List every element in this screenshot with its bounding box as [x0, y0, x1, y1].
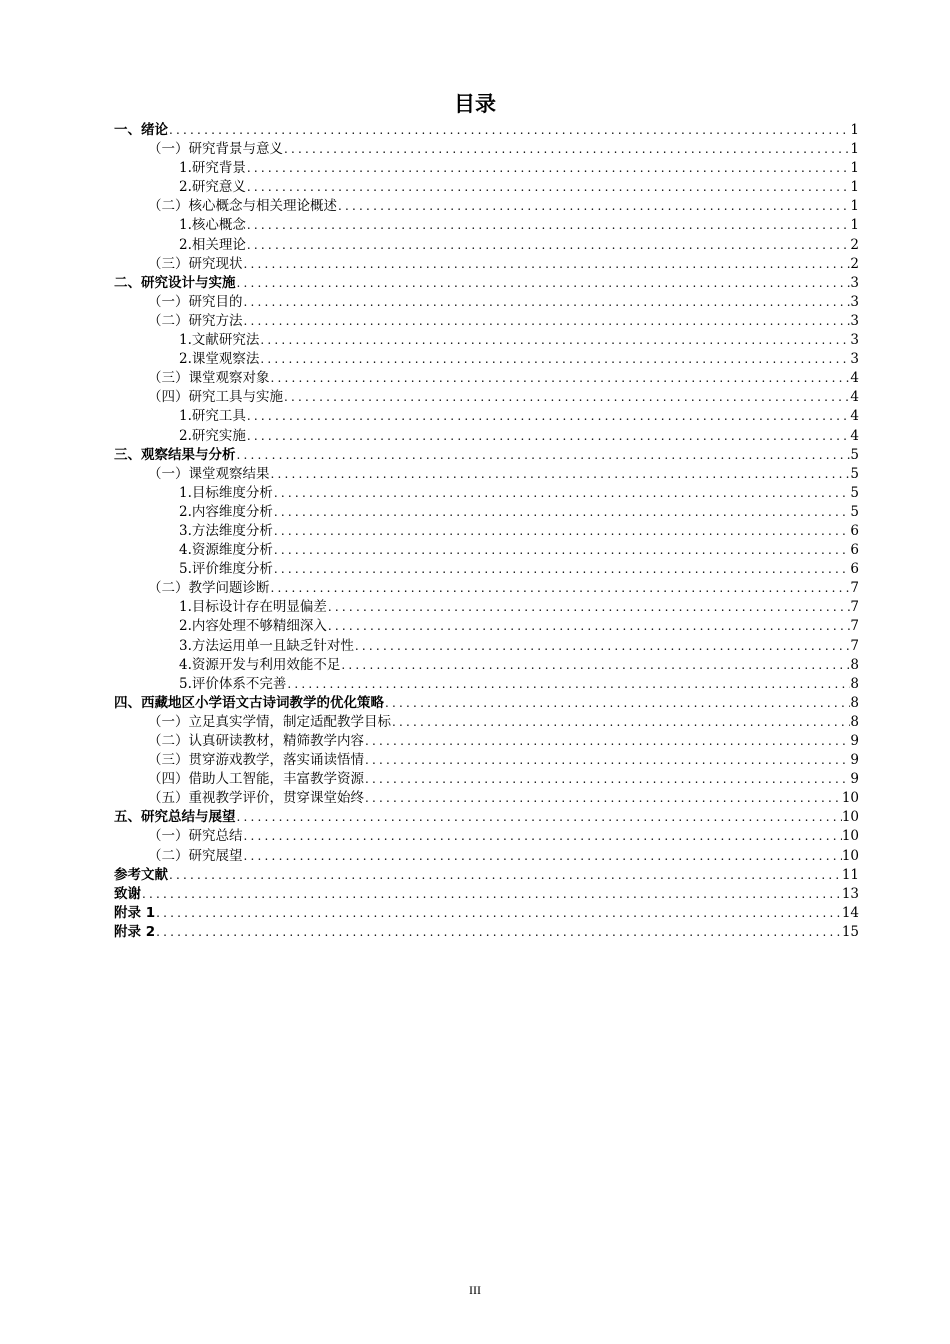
toc-entry-page-number: 2 [850, 236, 859, 253]
page-title: 目录 [454, 92, 496, 116]
toc-entry-page-number: 9 [850, 771, 859, 788]
toc-entry-title: 5.评价维度分析 [179, 561, 273, 578]
toc-entry-title: 1.研究背景 [179, 160, 246, 177]
dot-leader [327, 617, 851, 636]
toc-entry-page-number: 5 [850, 484, 859, 501]
dot-leader [243, 293, 851, 312]
toc-entry[interactable] [114, 923, 859, 942]
toc-entry[interactable] [114, 503, 859, 522]
toc-entry[interactable] [114, 904, 859, 923]
toc-entry[interactable] [114, 617, 859, 636]
dot-leader [364, 751, 850, 770]
toc-entry-title: 三、观察结果与分析 [114, 446, 236, 463]
toc-entry[interactable] [114, 637, 859, 656]
toc-entry-page-number: 1 [850, 141, 859, 158]
toc-entry-page-number: 6 [850, 542, 859, 559]
toc-entry-title: （三）研究现状 [148, 255, 243, 272]
dot-leader [273, 560, 851, 579]
dot-leader [259, 331, 850, 350]
toc-entry-page-number: 4 [850, 389, 859, 406]
toc-entry[interactable] [114, 789, 859, 808]
dot-leader [246, 159, 851, 178]
toc-entry-title: （一）立足真实学情，制定适配教学目标 [148, 713, 391, 730]
dot-leader [273, 541, 851, 560]
toc-entry[interactable] [114, 560, 859, 579]
toc-entry[interactable] [114, 847, 859, 866]
dot-leader [270, 465, 851, 484]
toc-entry-page-number: 8 [850, 656, 859, 673]
toc-entry[interactable] [114, 331, 859, 350]
toc-entry-title: （二）研究展望 [148, 847, 243, 864]
toc-entry[interactable] [114, 751, 859, 770]
toc-entry-page-number: 1 [850, 217, 859, 234]
toc-entry-title: 五、研究总结与展望 [114, 809, 236, 826]
toc-entry-page-number: 5 [850, 465, 859, 482]
toc-entry-page-number: 10 [841, 790, 859, 807]
toc-entry-page-number: 1 [850, 122, 859, 138]
toc-entry-title: 二、研究设计与实施 [114, 274, 236, 291]
toc-entry[interactable] [114, 388, 859, 407]
toc-entry-title: （二）教学问题诊断 [148, 580, 270, 597]
toc-entry-page-number: 1 [850, 179, 859, 196]
toc-entry[interactable] [114, 274, 859, 293]
toc-entry[interactable] [114, 541, 859, 560]
toc-entry-page-number: 3 [850, 293, 859, 310]
dot-leader [236, 808, 842, 827]
dot-leader [283, 140, 850, 159]
toc-entry-title: （四）借助人工智能，丰富教学资源 [148, 771, 364, 788]
toc-entry-title: （三）课堂观察对象 [148, 370, 270, 387]
toc-entry-page-number: 1 [850, 198, 859, 215]
toc-entry-title: 1.目标设计存在明显偏差 [179, 599, 327, 616]
toc-entry-title: 附录 1 [114, 904, 156, 921]
toc-entry-page-number: 15 [841, 923, 859, 940]
toc-entry[interactable] [114, 465, 859, 484]
toc-entry-title: （三）贯穿游戏教学，落实诵读悟情 [148, 752, 364, 769]
toc-entry-title: 1.文献研究法 [179, 332, 260, 349]
toc-entry-title: 3.方法运用单一且缺乏针对性 [179, 637, 354, 654]
dot-leader [364, 770, 850, 789]
toc-entry[interactable] [114, 713, 859, 732]
toc-entry[interactable] [114, 178, 859, 197]
toc-entry-title: （一）研究总结 [148, 828, 243, 845]
toc-entry-page-number: 5 [850, 503, 859, 520]
dot-leader [270, 369, 851, 388]
toc-entry[interactable] [114, 866, 859, 885]
toc-entry-title: 4.资源维度分析 [179, 542, 273, 559]
toc-entry-page-number: 8 [850, 694, 859, 711]
dot-leader [243, 847, 842, 866]
toc-entry[interactable] [114, 369, 859, 388]
toc-entry-page-number: 6 [850, 561, 859, 578]
toc-entry[interactable] [114, 732, 859, 751]
toc-entry-page-number: 11 [841, 866, 859, 883]
toc-entry[interactable] [114, 522, 859, 541]
toc-entry-page-number: 7 [850, 637, 859, 654]
toc-entry-title: （一）研究背景与意义 [148, 141, 283, 158]
toc-entry[interactable] [114, 885, 859, 904]
toc-entry-title: 2.研究实施 [179, 427, 246, 444]
toc-entry[interactable] [114, 808, 859, 827]
dot-leader [259, 350, 850, 369]
toc-entry-page-number: 8 [850, 675, 859, 692]
dot-leader [155, 923, 842, 942]
toc-entry-page-number: 3 [850, 332, 859, 349]
table-of-contents [114, 121, 859, 942]
toc-entry-title: 1.目标维度分析 [179, 484, 273, 501]
toc-entry-title: 致谢 [114, 885, 141, 902]
toc-entry[interactable] [114, 140, 859, 159]
toc-entry[interactable] [114, 350, 859, 369]
toc-entry-title: （五）重视教学评价，贯穿课堂始终 [148, 790, 364, 807]
toc-entry-title: （四）研究工具与实施 [148, 389, 283, 406]
toc-entry-page-number: 5 [850, 446, 859, 463]
dot-leader [391, 713, 850, 732]
toc-entry-page-number: 4 [850, 408, 859, 425]
toc-entry-page-number: 4 [850, 427, 859, 444]
toc-entry[interactable] [114, 236, 859, 255]
dot-leader [236, 274, 851, 293]
toc-entry-title: 2.内容处理不够精细深入 [179, 618, 327, 635]
dot-leader [168, 866, 842, 885]
dot-leader [246, 407, 851, 426]
toc-entry[interactable] [114, 827, 859, 846]
toc-entry[interactable] [114, 598, 859, 617]
dot-leader [273, 522, 851, 541]
toc-entry-page-number: 7 [850, 599, 859, 616]
dot-leader [236, 446, 851, 465]
toc-entry-title: 2.研究意义 [179, 179, 246, 196]
dot-leader [384, 694, 850, 713]
dot-leader [155, 904, 842, 923]
toc-entry-page-number: 13 [841, 885, 859, 902]
toc-entry-title: （一）课堂观察结果 [148, 465, 270, 482]
toc-entry-page-number: 9 [850, 733, 859, 749]
toc-entry-title: （一）研究目的 [148, 293, 243, 310]
dot-leader [246, 178, 851, 197]
toc-entry-page-number: 7 [850, 618, 859, 635]
toc-entry[interactable] [114, 121, 859, 140]
dot-leader [246, 216, 851, 235]
toc-entry[interactable] [114, 579, 859, 598]
toc-entry-title: 四、西藏地区小学语文古诗词教学的优化策略 [114, 694, 384, 711]
toc-entry-page-number: 10 [841, 828, 859, 845]
toc-entry[interactable] [114, 675, 859, 694]
toc-entry-title: 参考文献 [114, 866, 168, 883]
toc-entry-title: （二）研究方法 [148, 312, 243, 329]
dot-leader [243, 827, 842, 846]
dot-leader [246, 427, 851, 446]
toc-entry-title: 一、绪论 [114, 122, 168, 138]
toc-entry[interactable] [114, 255, 859, 274]
dot-leader [273, 484, 851, 503]
dot-leader [337, 197, 850, 216]
toc-entry[interactable] [114, 159, 859, 178]
toc-entry[interactable] [114, 656, 859, 675]
toc-entry-page-number: 3 [850, 351, 859, 368]
toc-entry[interactable] [114, 197, 859, 216]
dot-leader [364, 732, 850, 751]
toc-entry-title: 2.内容维度分析 [179, 503, 273, 520]
toc-entry[interactable] [114, 312, 859, 331]
dot-leader [168, 121, 850, 140]
dot-leader [273, 503, 851, 522]
dot-leader [354, 637, 851, 656]
toc-entry-page-number: 1 [850, 160, 859, 177]
dot-leader [246, 236, 851, 255]
toc-entry-title: 2.课堂观察法 [179, 351, 260, 368]
dot-leader [327, 598, 851, 617]
dot-leader [286, 675, 850, 694]
toc-entry-title: 1.研究工具 [179, 408, 246, 425]
toc-entry[interactable] [114, 694, 859, 713]
toc-entry-page-number: 4 [850, 370, 859, 387]
toc-entry-page-number: 14 [841, 904, 859, 921]
toc-entry[interactable] [114, 407, 859, 426]
toc-entry-title: （二）核心概念与相关理论概述 [148, 198, 337, 215]
toc-entry[interactable] [114, 293, 859, 312]
toc-entry-page-number: 8 [850, 713, 859, 730]
toc-entry-title: 2.相关理论 [179, 236, 246, 253]
toc-entry-page-number: 3 [850, 312, 859, 329]
toc-entry-page-number: 10 [841, 809, 859, 826]
page-number-footer: III [469, 1283, 481, 1297]
toc-entry-page-number: 10 [841, 847, 859, 864]
toc-entry-page-number: 9 [850, 752, 859, 769]
toc-entry-title: 附录 2 [114, 923, 156, 940]
toc-entry-title: 3.方法维度分析 [179, 522, 273, 539]
dot-leader [364, 789, 842, 808]
toc-entry-title: （二）认真研读教材，精筛教学内容 [148, 733, 364, 749]
toc-entry[interactable] [114, 484, 859, 503]
dot-leader [243, 312, 851, 331]
toc-entry-page-number: 3 [850, 274, 859, 291]
toc-entry-title: 1.核心概念 [179, 217, 246, 234]
toc-entry[interactable] [114, 216, 859, 235]
toc-entry-page-number: 6 [850, 522, 859, 539]
dot-leader [243, 255, 851, 274]
dot-leader [141, 885, 842, 904]
toc-entry-page-number: 7 [850, 580, 859, 597]
dot-leader [270, 579, 851, 598]
toc-entry-title: 4.资源开发与利用效能不足 [179, 656, 341, 673]
toc-entry[interactable] [114, 446, 859, 465]
toc-entry-title: 5.评价体系不完善 [179, 675, 287, 692]
toc-entry-page-number: 2 [850, 255, 859, 272]
dot-leader [340, 656, 850, 675]
toc-entry[interactable] [114, 770, 859, 789]
dot-leader [283, 388, 850, 407]
toc-entry[interactable] [114, 427, 859, 446]
